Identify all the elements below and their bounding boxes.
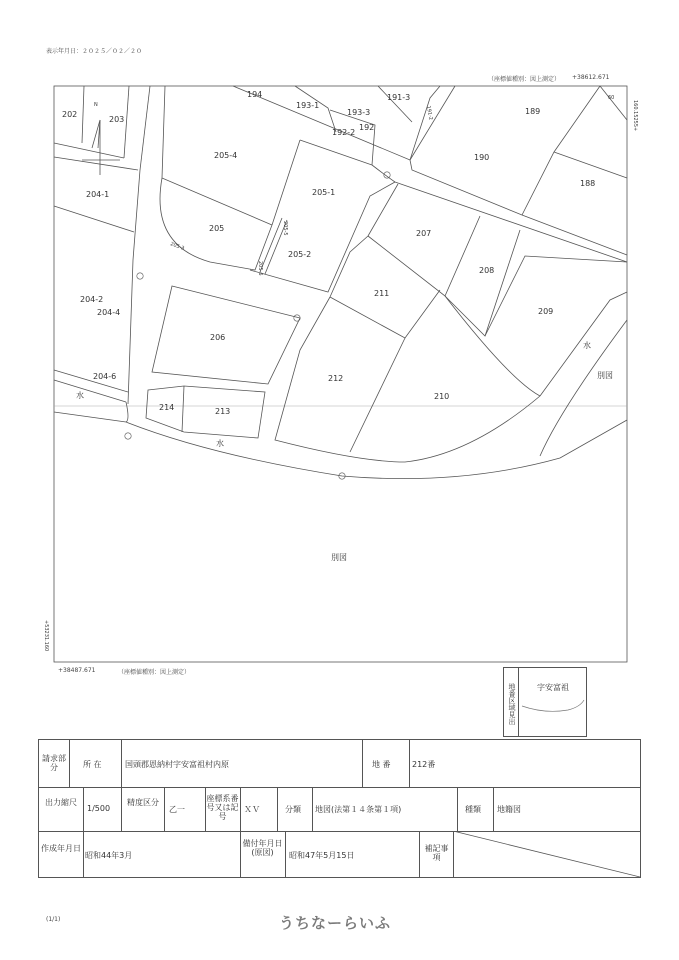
class-value: 地図(法第１４条第１項)	[315, 805, 402, 814]
parcel-207: 207	[416, 229, 432, 238]
point-marker-icon	[137, 273, 143, 279]
parcel-191-3: 191-3	[387, 93, 411, 102]
type-label: 種類	[465, 805, 481, 814]
parcel-204-1: 204-1	[86, 190, 110, 199]
scale-label: 出力縮尺	[45, 798, 77, 807]
info-table	[38, 739, 641, 878]
parcel-boundaries	[54, 86, 627, 479]
parcel-204-6: 204-6	[93, 372, 117, 381]
attached-label: 備付年月日(原図)	[242, 839, 283, 857]
parcel-206: 206	[210, 333, 226, 342]
point-markers	[125, 172, 390, 479]
point-marker-icon	[125, 433, 131, 439]
parcel-214: 214	[159, 403, 175, 412]
coord-left-vertical: +53231.160	[43, 620, 49, 652]
attached-value: 昭和47年5月15日	[289, 851, 355, 860]
site-logo: うちなーらいふ	[279, 914, 392, 932]
parcel-204-2: 204-2	[80, 295, 104, 304]
parcel-205: 205	[209, 224, 225, 233]
created-label: 作成年月日	[41, 844, 81, 853]
parcel-202: 202	[62, 110, 78, 119]
parcel-192: 192	[359, 123, 375, 132]
coord-system-label: 座標系番号又は記号	[206, 794, 239, 821]
parcel-194: 194	[247, 90, 263, 99]
parcel-209: 209	[538, 307, 554, 316]
coord-system-value: ＸＶ	[244, 805, 260, 814]
supplement-diagonal	[453, 831, 640, 877]
north-arrow-icon	[82, 120, 120, 175]
parcel-211: 211	[374, 289, 390, 298]
parcel-191-2: 191-2	[425, 105, 434, 121]
parcel-213: 213	[215, 407, 231, 416]
coord-note-bottom: （座標値種別：図上測定）	[118, 669, 191, 676]
parcel-205-1: 205-1	[312, 188, 336, 197]
parcel-204-4: 204-4	[97, 308, 121, 317]
parcel-188: 188	[580, 179, 596, 188]
request-label: 請求部分	[42, 754, 66, 772]
water-label-right: 水	[583, 341, 591, 350]
created-value: 昭和44年3月	[85, 851, 133, 860]
parcel-193-1: 193-1	[296, 101, 320, 110]
parcel-193-3: 193-3	[347, 108, 371, 117]
lot-label: 地 番	[372, 760, 391, 769]
location-label: 所 在	[83, 760, 102, 769]
class-label: 分類	[285, 805, 301, 814]
lot-value: 212番	[412, 760, 436, 769]
parcel-205-3: 205-3	[169, 241, 186, 252]
print-date: 表示年月日：２０２５／０２／２０	[46, 48, 143, 55]
parcel-205-4: 205-4	[214, 151, 238, 160]
coord-note-top: （座標値種別：図上測定）	[488, 76, 561, 83]
separate-map-label-main: 別図	[331, 553, 347, 562]
type-value: 地籍図	[497, 805, 521, 814]
district-name: 字安富祖	[537, 683, 569, 692]
parcel-190: 190	[474, 153, 490, 162]
north-label: N	[94, 102, 98, 108]
parcel-203: 203	[109, 115, 125, 124]
parcel-189: 189	[525, 107, 541, 116]
separate-map-label-right: 別図	[597, 371, 613, 380]
water-label-left: 水	[76, 391, 84, 400]
parcel-212: 212	[328, 374, 344, 383]
accuracy-value: 乙一	[169, 805, 185, 814]
district-heading-label: 地番区域見出	[504, 668, 519, 736]
supplement-label: 補記事項	[424, 844, 449, 862]
small-labels	[257, 95, 614, 276]
location-value: 国頭郡恩納村字安富祖村内原	[125, 760, 229, 769]
parcel-192-2: 192-2	[332, 128, 356, 137]
district-curve	[520, 698, 586, 718]
parcel-205-2: 205-2	[288, 250, 312, 259]
water-label-bottom: 水	[216, 439, 224, 448]
small-label-205-5: 205-5	[282, 221, 288, 236]
district-heading-box	[503, 667, 587, 737]
accuracy-label: 精度区分	[127, 798, 159, 807]
parcel-210: 210	[434, 392, 450, 401]
small-label-60: 60	[608, 95, 615, 101]
coord-top-right: +38612.671	[572, 74, 610, 81]
scale-value: 1/500	[87, 804, 111, 813]
coord-right-vertical: 160.15255+	[632, 100, 638, 132]
parcel-labels	[62, 90, 595, 416]
coord-bottom-left: +38487.671	[58, 667, 96, 674]
parcel-208: 208	[479, 266, 495, 275]
small-label-205-6: 205-6	[257, 261, 263, 276]
page-number: (1/1)	[46, 916, 61, 923]
